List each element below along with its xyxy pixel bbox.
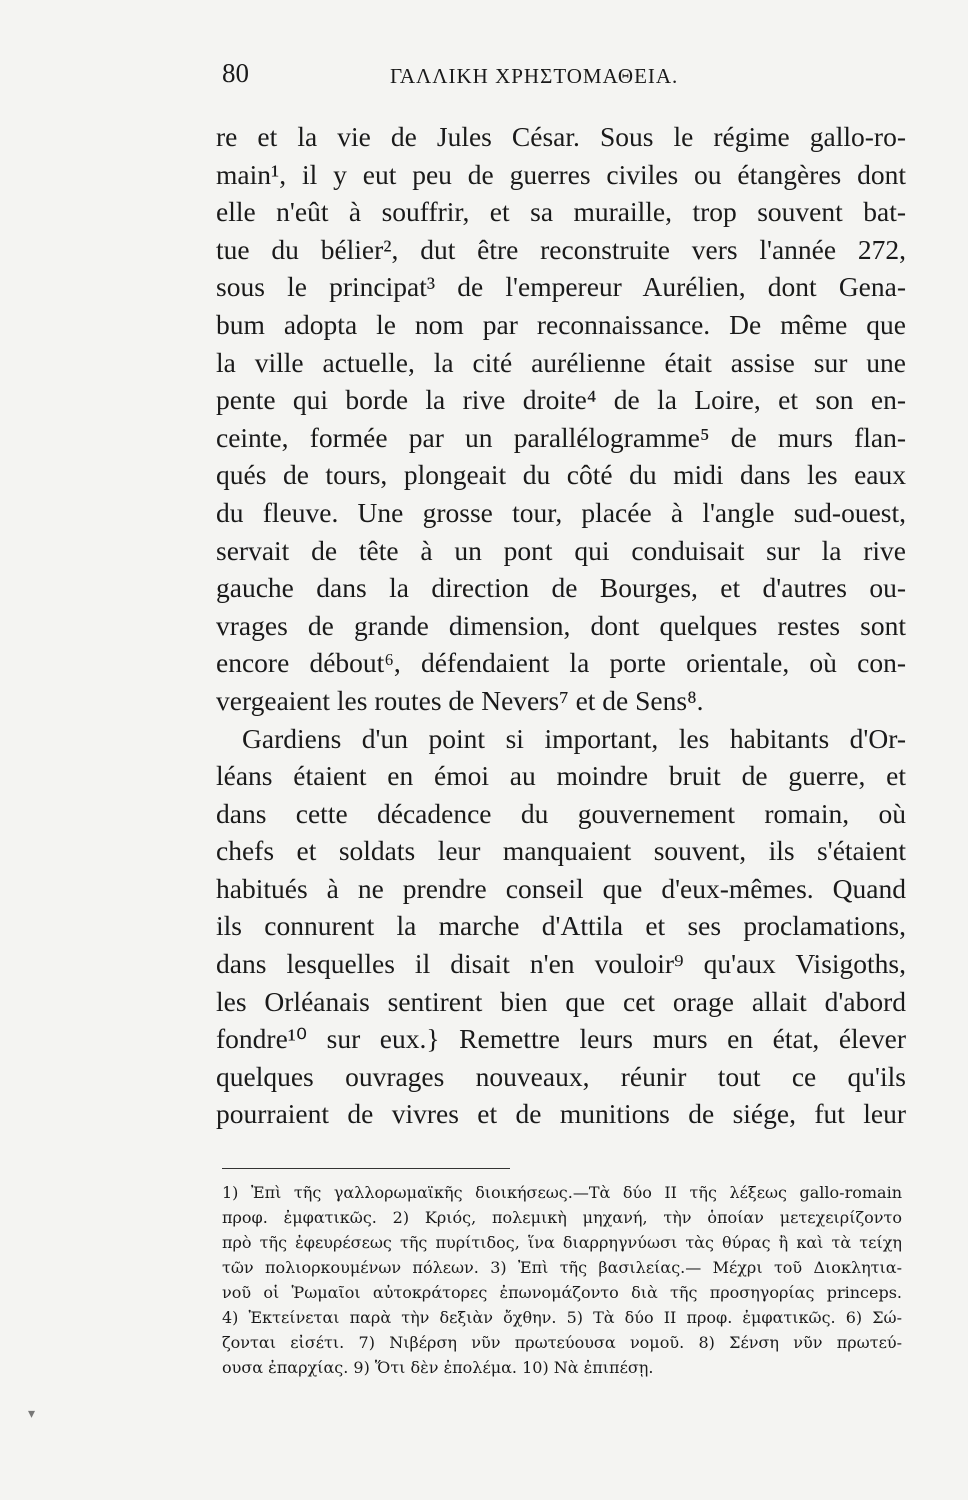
footnote-line: 1) Ἐπὶ τῆς γαλλορωμαϊκῆς διοικήσεως.—Τὰ δύο ΙΙ τῆς λέξεως gallo-romain: [222, 1183, 902, 1202]
running-head: ΓΑΛΛΙΚΗ ΧΡΗΣΤΟΜΑΘΕΙΑ.: [390, 64, 679, 88]
text-line: gauche dans la direction de Bourges, et d'autres ou-: [216, 572, 906, 604]
text-line: Gardiens d'un point si important, les habitants d'Or-: [242, 722, 906, 754]
footnote-line: πρὸ τῆς ἐφευρέσεως τῆς πυρίτιδος, ἵνα διαρρηγνύωσι τὰς θύρας ἢ καὶ τὰ τείχη: [222, 1233, 902, 1252]
footnote-line: 4) Ἐκτείνεται παρὰ τὴν δεξιὰν ὄχθην. 5) Τὰ δύο ΙΙ προφ. ἐμφατικῶς. 6) Σώ-: [222, 1308, 902, 1327]
footnote-divider: [222, 1168, 510, 1169]
footnote-line: νοῦ οἱ Ῥωμαῖοι αὐτοκράτορες ἐπωνομάζοντο διὰ τῆς προσηγορίας princeps.: [222, 1283, 902, 1302]
text-line: les Orléanais sentirent bien que cet orage allait d'abord: [216, 985, 906, 1017]
footnote-line: ζονται εἰσέτι. 7) Νιβέρση νῦν πρωτεύουσα νομοῦ. 8) Σένση νῦν πρωτεύ-: [222, 1333, 902, 1352]
footnotes: [222, 1180, 902, 1380]
text-line: du fleuve. Une grosse tour, placée à l'angle sud-ouest,: [216, 496, 906, 528]
page-number: 80: [222, 58, 249, 88]
text-line: vergeaient les routes de Nevers⁷ et de Sens⁸.: [216, 684, 704, 716]
text-line: pourraient de vivres et de munitions de siége, fut leur: [216, 1098, 906, 1130]
text-line: la ville actuelle, la cité aurélienne était assise sur une: [216, 346, 906, 378]
text-line: sous le principat³ de l'empereur Aurélien, dont Gena-: [216, 271, 906, 303]
text-line: quelques ouvrages nouveaux, réunir tout ce qu'ils: [216, 1060, 906, 1092]
text-line: vrages de grande dimension, dont quelques restes sont: [216, 609, 906, 641]
text-line: servait de tête à un pont qui conduisait sur la rive: [216, 534, 906, 566]
text-line: pente qui borde la rive droite⁴ de la Loire, et son en-: [216, 384, 906, 416]
text-line: re et la vie de Jules César. Sous le régime gallo-ro-: [216, 121, 906, 152]
text-line: léans étaient en émoi au moindre bruit de guerre, et: [216, 760, 906, 792]
text-line: chefs et soldats leur manquaient souvent, ils s'étaient: [216, 835, 906, 867]
text-line: tue du bélier², dut être reconstruite vers l'année 272,: [216, 233, 906, 265]
footnote-line: προφ. ἐμφατικῶς. 2) Κριός, πολεμικὴ μηχανή, τὴν ὁποίαν μετεχειρίζοντο: [222, 1208, 902, 1227]
page-header: [222, 58, 912, 98]
margin-mark: ▾: [28, 1406, 36, 1422]
text-line: fondre¹⁰ sur eux.} Remettre leurs murs en état, élever: [216, 1023, 906, 1055]
text-line: qués de tours, plongeait du côté du midi dans les eaux: [216, 459, 906, 491]
text-line: main¹, il y eut peu de guerres civiles ou étangères dont: [216, 158, 906, 190]
footnote-line: τῶν πολιορκουμένων πόλεων. 3) Ἐπὶ τῆς βασιλείας.— Μέχρι τοῦ Διοκλητια-: [222, 1258, 902, 1277]
text-line: dans cette décadence du gouvernement romain, où: [216, 797, 906, 829]
text-line: elle n'eût à souffrir, et sa muraille, trop souvent bat-: [216, 196, 906, 228]
body-text: [216, 118, 906, 1133]
text-line: dans lesquelles il disait n'en vouloir⁹ qu'aux Visigoths,: [216, 948, 906, 980]
text-line: bum adopta le nom par reconnaissance. De même que: [216, 308, 906, 340]
footnote-line: ουσα ἐπαρχίας. 9) Ὅτι δὲν ἐπολέμα. 10) Νὰ ἐπιπέσῃ.: [222, 1358, 654, 1377]
text-line: encore débout⁶, défendaient la porte orientale, où con-: [216, 647, 906, 679]
text-line: ils connurent la marche d'Attila et ses proclamations,: [216, 910, 906, 942]
text-line: ceinte, formée par un parallélogramme⁵ de murs flan-: [216, 421, 906, 453]
text-line: habitués à ne prendre conseil que d'eux-mêmes. Quand: [216, 872, 906, 904]
